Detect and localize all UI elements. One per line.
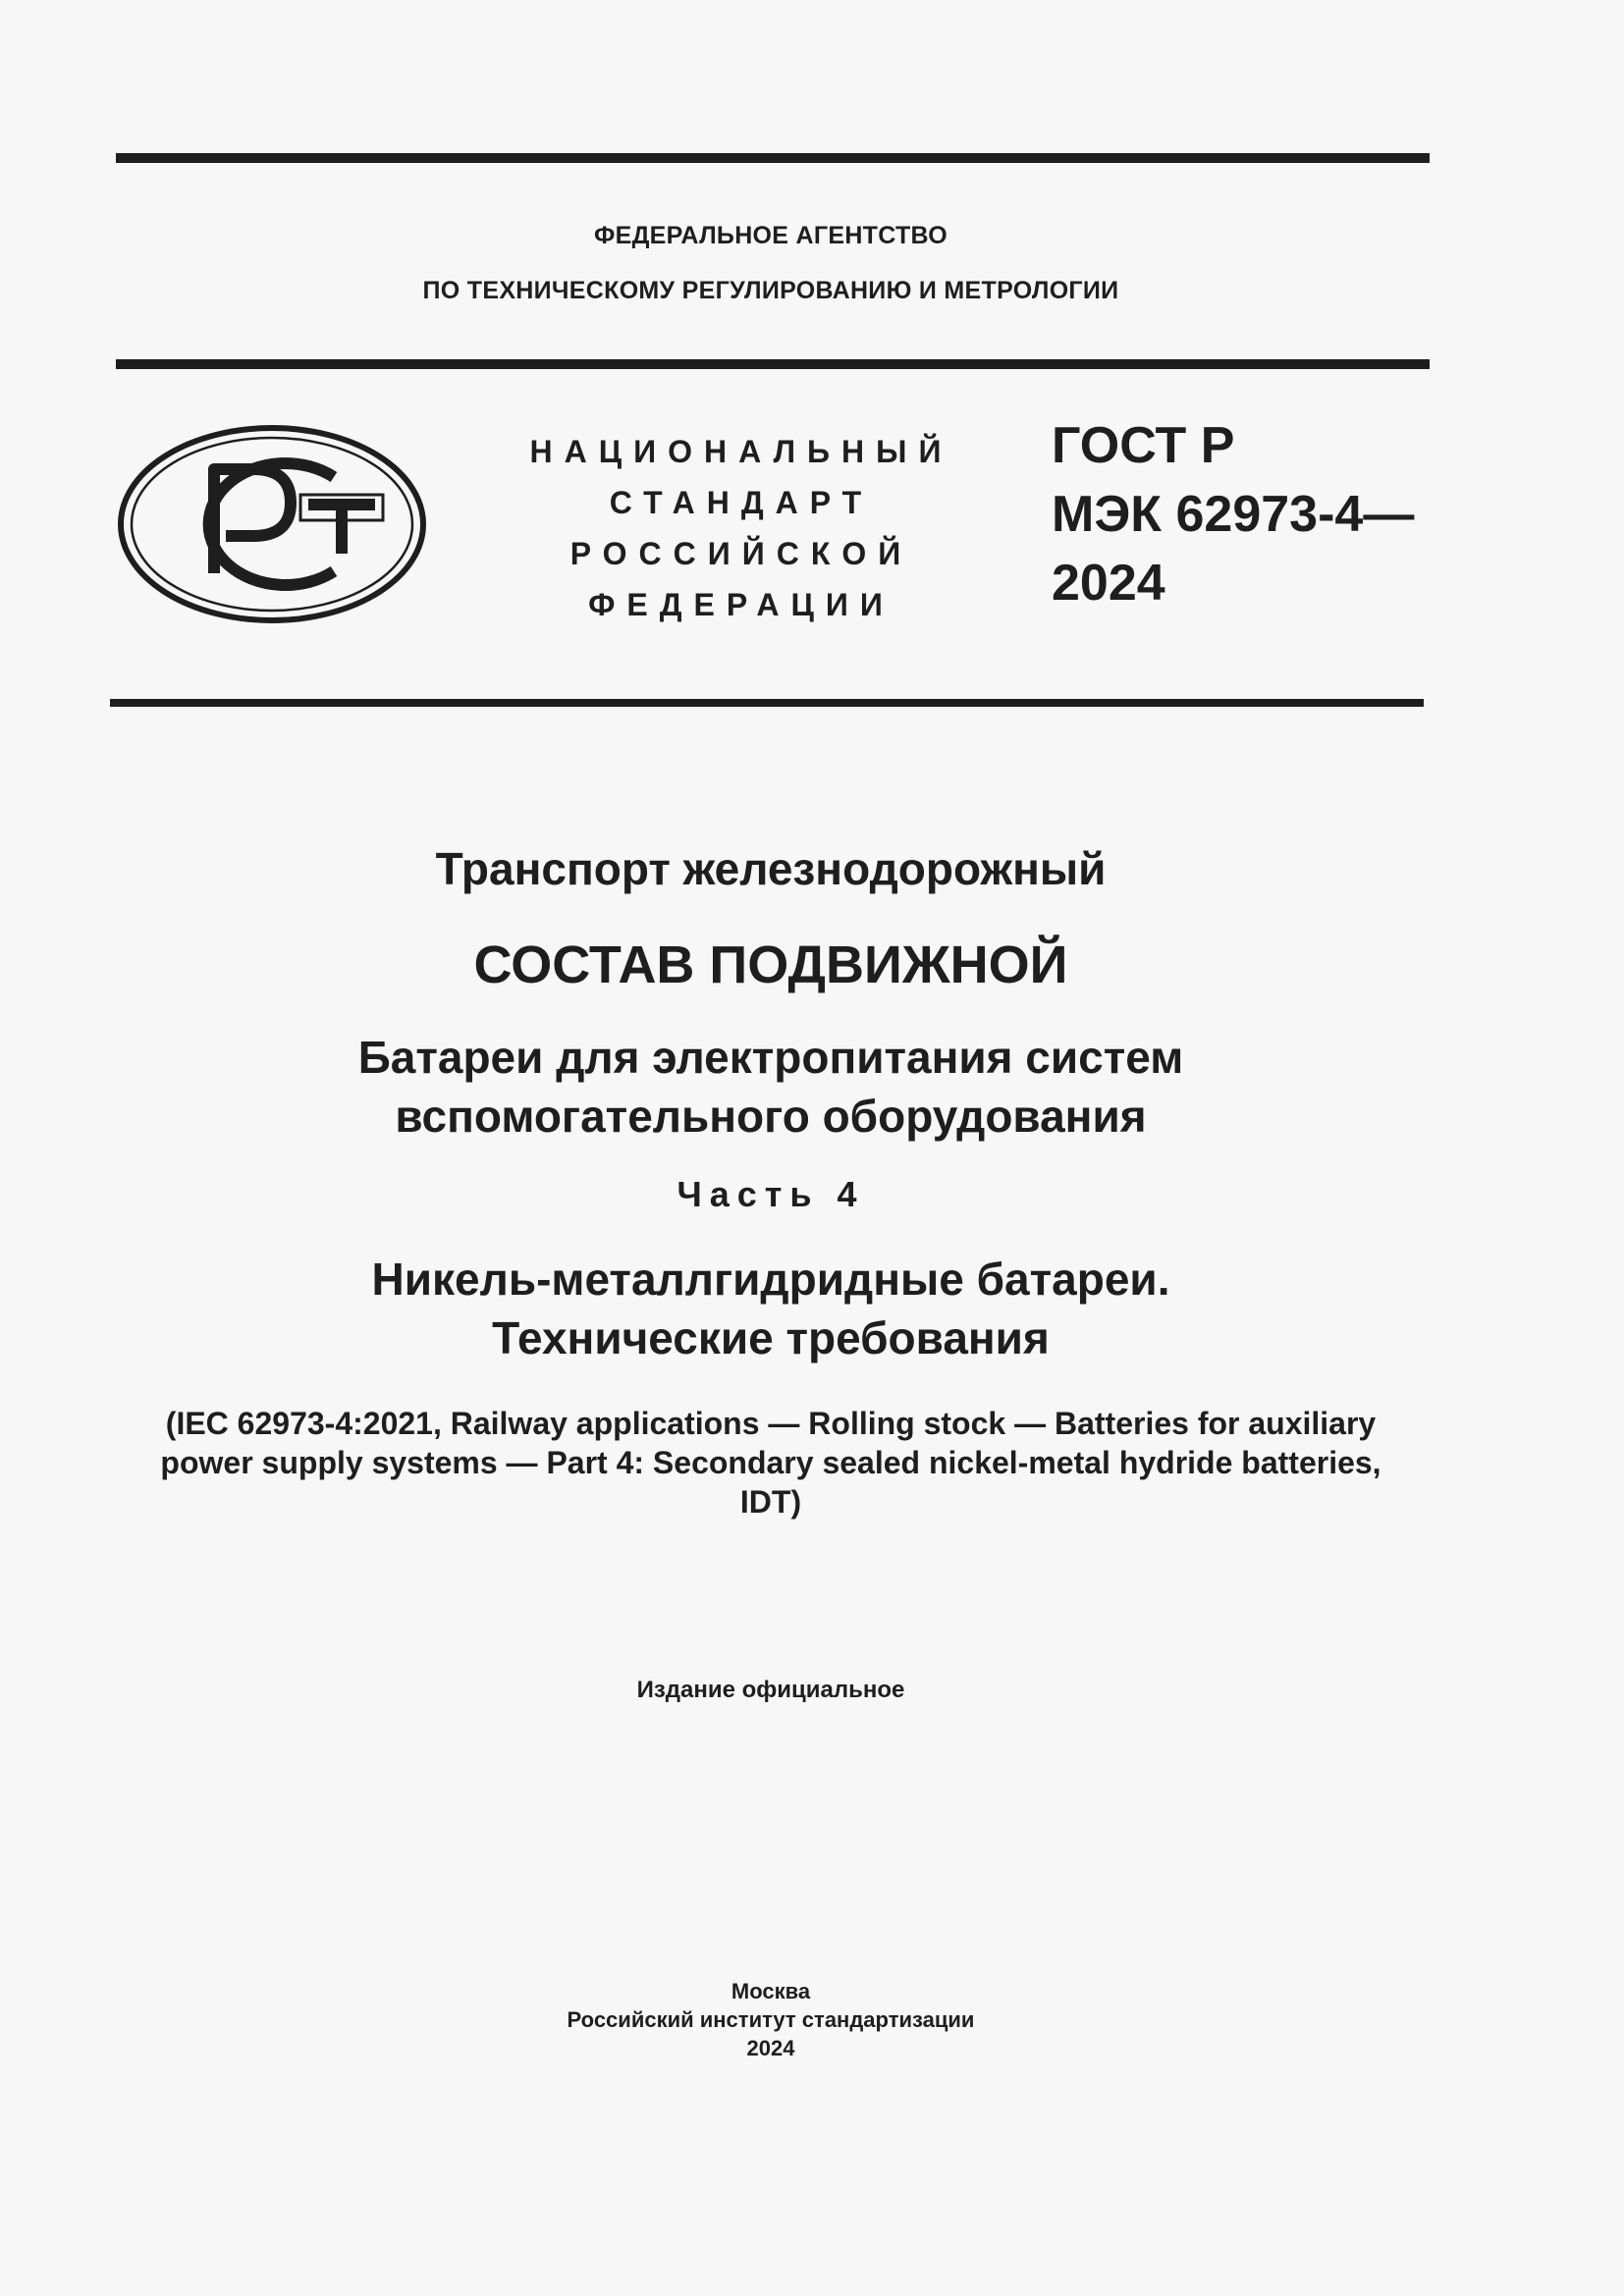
rst-conformity-mark-icon bbox=[116, 424, 428, 624]
publisher-city: Москва bbox=[731, 1979, 811, 2003]
part-title-line-2: Технические требования bbox=[492, 1312, 1050, 1363]
title-part: Часть 4 bbox=[677, 1174, 865, 1214]
reference-line-1: (IEC 62973-4:2021, Railway applications — Rolling stock — Batteries for auxiliary bbox=[165, 1406, 1377, 1441]
part-title-line-1: Никель-металлгидридные батареи. bbox=[371, 1254, 1170, 1305]
agency-line-1: ФЕДЕРАЛЬНОЕ АГЕНТСТВО bbox=[593, 222, 948, 249]
designation-line-3: 2024 bbox=[1052, 555, 1165, 612]
reference-line-2: power supply systems — Part 4: Secondary sealed nickel-metal hydride batteries, bbox=[160, 1445, 1381, 1480]
designation-line-1: ГОСТ Р bbox=[1052, 417, 1235, 474]
top-rule bbox=[116, 153, 1430, 163]
designation-rule bbox=[110, 699, 1424, 707]
publisher-year: 2024 bbox=[746, 2036, 795, 2060]
header-rule bbox=[116, 359, 1430, 369]
national-standard-line-3: РОССИЙСКОЙ bbox=[569, 536, 913, 571]
national-standard-line-4: ФЕДЕРАЦИИ bbox=[588, 587, 894, 622]
national-standard-line-1: НАЦИОНАЛЬНЫЙ bbox=[529, 434, 953, 469]
title-main: СОСТАВ ПОДВИЖНОЙ bbox=[473, 935, 1068, 994]
national-standard-line-2: СТАНДАРТ bbox=[609, 485, 874, 520]
publisher-name: Российский институт стандартизации bbox=[567, 2007, 975, 2032]
edition-label: Издание официальное bbox=[636, 1677, 905, 1703]
reference-line-3: IDT) bbox=[739, 1484, 802, 1520]
title-sub-line-1: Батареи для электропитания систем bbox=[357, 1032, 1184, 1083]
designation-line-2: МЭК 62973-4— bbox=[1052, 486, 1415, 543]
title-sub-line-2: вспомогательного оборудования bbox=[395, 1091, 1147, 1142]
agency-line-2: ПО ТЕХНИЧЕСКОМУ РЕГУЛИРОВАНИЮ И МЕТРОЛОГИИ bbox=[422, 277, 1119, 304]
title-subject: Транспорт железнодорожный bbox=[435, 843, 1107, 894]
